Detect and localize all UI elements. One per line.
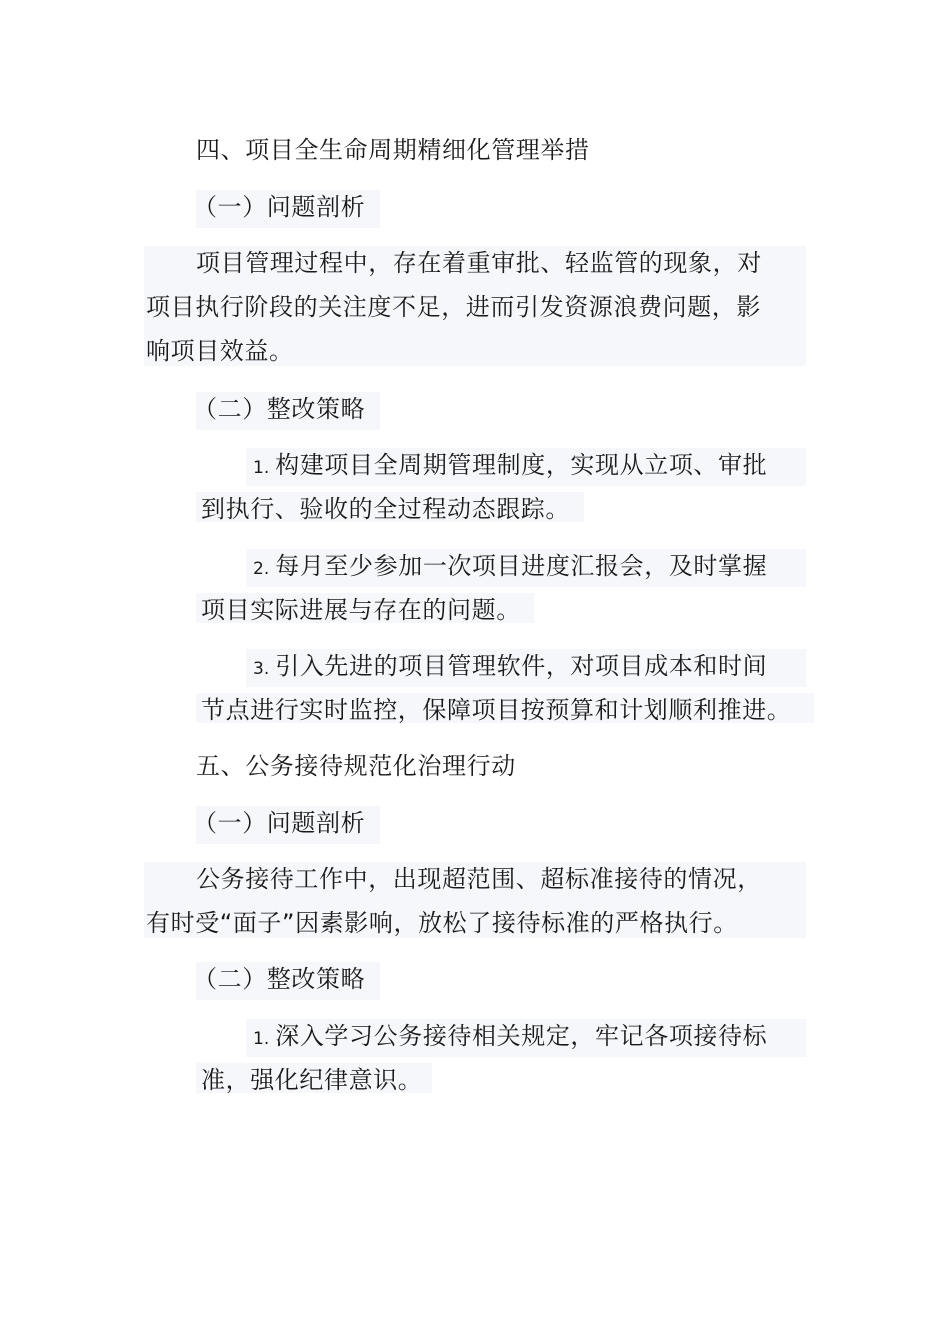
subsection-title: （一）问题剖析 <box>193 193 366 221</box>
list-item-continuation: 项目实际进展与存在的问题。 <box>201 596 521 624</box>
subsection-title: （二）整改策略 <box>193 965 366 993</box>
list-item-text: 引入先进的项目管理软件，对项目成本和时间 <box>275 652 768 680</box>
section-heading: 四、项目全生命周期精细化管理举措 <box>196 136 590 164</box>
paragraph-line: 项目管理过程中，存在着重审批、轻监管的现象，对 <box>196 249 762 277</box>
paragraph-line: 有时受“面子”因素影响，放松了接待标准的严格执行。 <box>146 909 738 937</box>
paragraph-line: 响项目效益。 <box>146 337 294 365</box>
list-number: 1. <box>253 1029 270 1049</box>
list-number: 3. <box>253 659 270 679</box>
list-item-text: 深入学习公务接待相关规定，牢记各项接待标 <box>275 1022 768 1050</box>
section-heading: 五、公务接待规范化治理行动 <box>196 752 516 780</box>
list-item <box>253 549 767 586</box>
paragraph-line: 公务接待工作中，出现超范围、超标准接待的情况， <box>196 865 762 893</box>
list-item-continuation: 准，强化纪律意识。 <box>201 1066 423 1094</box>
list-item <box>253 1019 767 1056</box>
subsection-title: （二）整改策略 <box>193 395 366 423</box>
list-item-continuation: 到执行、验收的全过程动态跟踪。 <box>201 495 570 523</box>
list-item <box>253 649 767 686</box>
list-number: 2. <box>253 559 270 579</box>
paragraph-line: 项目执行阶段的关注度不足，进而引发资源浪费问题，影 <box>146 293 761 321</box>
list-item-text: 构建项目全周期管理制度，实现从立项、审批 <box>275 451 768 479</box>
list-number: 1. <box>253 458 270 478</box>
subsection-title: （一）问题剖析 <box>193 809 366 837</box>
list-item <box>253 448 767 485</box>
list-item-text: 每月至少参加一次项目进度汇报会，及时掌握 <box>275 552 768 580</box>
list-item-continuation: 节点进行实时监控，保障项目按预算和计划顺利推进。 <box>201 696 792 724</box>
